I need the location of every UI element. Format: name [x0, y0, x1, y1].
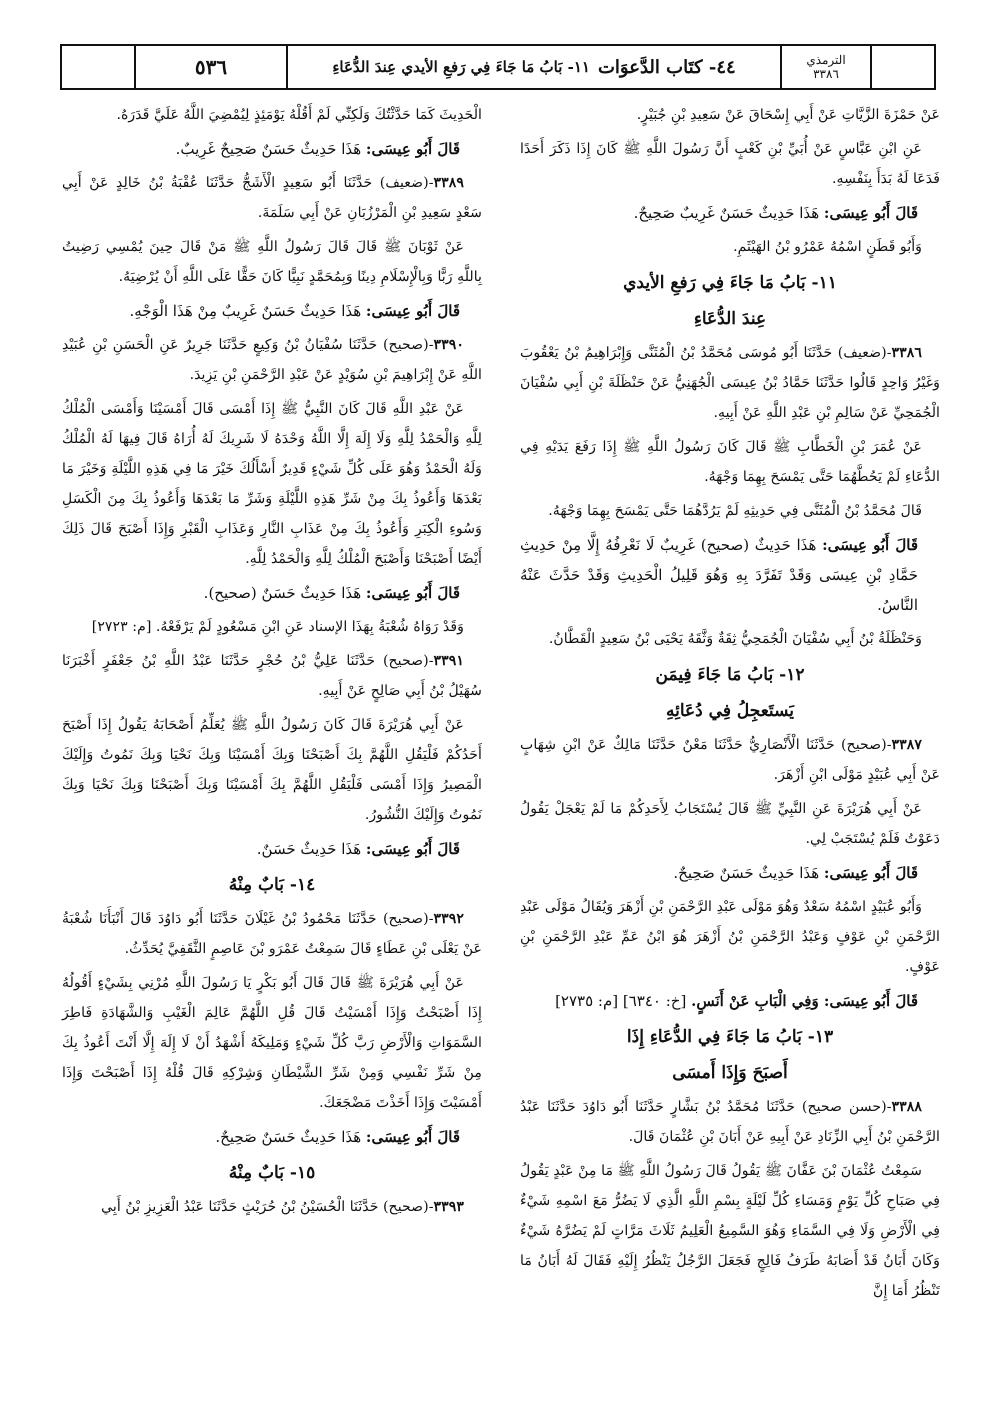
chapter-heading: ١٤- بَابٌ مِنْهُ: [228, 875, 316, 895]
chapter-heading: ١٥- بَابٌ مِنْهُ: [228, 1163, 316, 1183]
hadith-number: ٣٣٩٠: [433, 337, 464, 353]
text-paragraph: عَنْ أَبِي هُرَيْرَةَ عَنِ النَّبِيِّ ﷺ قَالَ يُسْتَجَابُ لِأَحَدِكُمْ مَا لَمْ يَعْجَلْ يَقُولُ دَعَوْتُ فَلَمْ يُسْتَجَبْ لِي.: [520, 801, 940, 847]
hadith-isnad: [520, 338, 940, 428]
hadith-number: ٣٣٩١: [433, 653, 464, 669]
hadith-isnad: [62, 904, 482, 964]
comment-text: هَذَا حَدِيثٌ حَسَنٌ صَحِيحٌ غَرِيبٌ.: [175, 140, 366, 158]
abu-isa-comment: [520, 530, 940, 620]
page-header: [60, 44, 936, 90]
comment-text: هَذَا حَدِيثٌ حَسَنٌ (صحيح).: [203, 584, 366, 602]
isnad-text: -(ضعيف) حَدَّثَنَا أَبُو مُوسَى مُحَمَّدُ بْنُ الْمُثَنَّى وَإِبْرَاهِيمُ بْنُ يَعْقُوبَ وَغَيْرُ وَاحِدٍ قَالُوا حَدَّثَنَا حَمَّادُ بْنُ عِيسَى الْجُهَنِيُّ عَنْ حَنْظَلَةَ بْنِ أَبِي سُفْيَانَ الْجُمَحِيِّ عَنْ سَالِمِ بْنِ عَبْدِ اللَّهِ عَنْ أَبِيهِ.: [520, 345, 940, 421]
text-paragraph: عَنْ أَبِي هُرَيْرَةَ ﷺ قَالَ قَالَ أَبُو بَكْرٍ يَا رَسُولَ اللَّهِ مُرْنِي بِشَيْءٍ أَقُولُهُ إِذَا أَصْبَحْتُ وَإِذَا أَمْسَيْتُ قَالَ قُلِ اللَّهُمَّ عَالِمَ الْغَيْبِ وَالشَّهَادَةِ فَاطِرَ السَّمَوَاتِ وَالْأَرْضِ رَبَّ كُلِّ شَيْءٍ وَمَلِيكَهُ أَشْهَدُ أَنْ لَا إِلَهَ إِلَّا أَنْتَ أَعُوذُ بِكَ مِنْ شَرِّ نَفْسِي وَمِنْ شَرِّ الشَّيْطَانِ وَشِرْكِهِ قَالَ قُلْهُ إِذَا أَصْبَحْتَ وَإِذَا أَمْسَيْتَ وَإِذَا أَخَذْتَ مَضْجَعَكَ.: [62, 975, 482, 1111]
isnad-text: -(صحيح) حَدَّثَنَا الْحُسَيْنُ بْنُ حُرَيْثٍ حَدَّثَنَا عَبْدُ الْعَزِيزِ بْنُ أَبِي: [101, 1199, 434, 1215]
header-empty-cell-left: [62, 46, 136, 88]
comment-label: قَالَ أَبُو عِيسَى:: [365, 302, 460, 320]
chapter-title: ١١- بَابُ مَا جَاءَ فِي رَفعِ الأيدي عِندَ الدُّعَاءِ: [332, 58, 590, 76]
comment-text: هَذَا حَدِيثٌ (صحيح) غَرِيبٌ لَا نَعْرِفُهُ إِلَّا مِنْ حَدِيثِ حَمَّادِ بْنِ عِيسَى وَقَدْ تَفَرَّدَ بِهِ وَهُوَ قَلِيلُ الْحَدِيثِ وَقَدْ حَدَّثَ عَنْهُ النَّاسُ.: [520, 536, 918, 614]
hadith-isnad: [520, 730, 940, 790]
hadith-isnad: [62, 330, 482, 390]
header-source: [782, 46, 872, 88]
chapter-heading: أَصبَحَ وَإِذَا أَمسَى: [672, 1063, 788, 1083]
hadith-number: ٣٣٩٣: [433, 1199, 464, 1215]
abu-isa-comment: [520, 198, 940, 228]
abu-isa-comment: [520, 986, 940, 1016]
abu-isa-comment: [62, 1122, 482, 1152]
text-paragraph: الْحَدِيثَ كَمَا حَدَّثْتُكَ وَلَكِنِّي لَمْ أَقُلْهُ يَوْمَئِذٍ لِيُمْضِيَ اللَّهُ عَلَيَّ قَدَرَهُ.: [116, 107, 482, 123]
isnad-text: -(حسن صحيح) حَدَّثَنَا مُحَمَّدُ بْنُ بَشَّارٍ حَدَّثَنَا أَبُو دَاوُدَ حَدَّثَنَا عَبْدُ الرَّحْمَنِ بْنُ أَبِي الزِّنَادِ عَنْ أَبِيهِ عَنْ أَبَانَ بْنِ عُثْمَانَ قَالَ.: [520, 1099, 940, 1145]
isnad-text: -(صحيح) حَدَّثَنَا عَلِيُّ بْنُ حُجْرٍ حَدَّثَنَا عَبْدُ اللَّهِ بْنُ جَعْفَرٍ أَخْبَرَنَا سُهَيْلُ بْنُ أَبِي صَالِحٍ عَنْ أَبِيهِ.: [62, 653, 482, 699]
hadith-number: ٣٣٨٩: [433, 175, 464, 191]
comment-text: هَذَا حَدِيثٌ حَسَنٌ.: [256, 840, 366, 858]
comment-text: هَذَا حَدِيثٌ حَسَنٌ صَحِيحٌ.: [215, 1128, 366, 1146]
header-empty-cell-right: [872, 46, 934, 88]
text-paragraph: وَحَنْظَلَةُ بْنُ أَبِي سُفْيَانَ الْجُمَحِيُّ ثِقَةٌ وَثَّقَهُ يَحْيَى بْنُ سَعِيدٍ الْقَطَّانُ.: [548, 631, 922, 647]
comment-label: قَالَ أَبُو عِيسَى:: [365, 840, 460, 858]
comment-text: هَذَا حَدِيثٌ حَسَنٌ غَرِيبٌ صَحِيحٌ.: [633, 204, 824, 222]
text-paragraph: عَنْ أَبِي هُرَيْرَةَ قَالَ كَانَ رَسُولُ اللَّهِ ﷺ يُعَلِّمُ أَصْحَابَهُ يَقُولُ إِذَا أَصْبَحَ أَحَدُكُمْ فَلْيَقُلِ اللَّهُمَّ بِكَ أَصْبَحْنَا وَبِكَ أَمْسَيْنَا وَبِكَ نَحْيَا وَبِكَ نَمُوتُ وَإِلَيْكَ الْمَصِيرُ وَإِذَا أَمْسَى فَلْيَقُلِ اللَّهُمَّ بِكَ أَمْسَيْنَا وَبِكَ أَصْبَحْنَا وَبِكَ نَحْيَا وَبِكَ نَمُوتُ وَإِلَيْكَ النُّشُورُ.: [62, 717, 482, 823]
source-number: ٣٣٨٦: [813, 67, 839, 81]
text-paragraph: عَنِ ابْنِ عَبَّاسٍ عَنْ أُبَيِّ بْنِ كَعْبٍ أَنَّ رَسُولَ اللَّهِ ﷺ كَانَ إِذَا ذَكَرَ أَحَدًا فَدَعَا لَهُ بَدَأَ بِنَفْسِهِ.: [520, 141, 940, 187]
comment-text: هَذَا حَدِيثٌ حَسَنٌ غَرِيبٌ مِنْ هَذَا الْوَجْهِ.: [129, 302, 366, 320]
text-paragraph: عَنْ حَمْزَةَ الزَّيَّاتِ عَنْ أَبِي إِسْحَاقَ عَنْ سَعِيدِ بْنِ جُبَيْرٍ.: [636, 107, 940, 123]
hadith-number: ٣٣٨٧: [891, 737, 922, 753]
hadith-isnad: [62, 1192, 482, 1222]
text-paragraph: عَنْ عَبْدِ اللَّهِ قَالَ كَانَ النَّبِيُّ ﷺ إِذَا أَمْسَى قَالَ أَمْسَيْنَا وَأَمْسَى الْمُلْكُ لِلَّهِ وَالْحَمْدُ لِلَّهِ وَلَا إِلَهَ إِلَّا اللَّهُ وَحْدَهُ لَا شَرِيكَ لَهُ أُرَاهُ قَالَ فِيهَا لَهُ الْمُلْكُ وَلَهُ الْحَمْدُ وَهُوَ عَلَى كُلِّ شَيْءٍ قَدِيرٌ أَسْأَلُكَ خَيْرَ مَا فِي هَذِهِ اللَّيْلَةِ وَخَيْرَ مَا بَعْدَهَا وَأَعُوذُ بِكَ مِنْ شَرِّ هَذِهِ اللَّيْلَةِ وَشَرِّ مَا بَعْدَهَا وَأَعُوذُ بِكَ مِنَ الْكَسَلِ وَسُوءِ الْكِبَرِ وَأَعُوذُ بِكَ مِنْ عَذَابِ النَّارِ وَعَذَابِ الْقَبْرِ وَإِذَا أَصْبَحَ قَالَ ذَلِكَ أَيْضًا أَصْبَحْنَا وَأَصْبَحَ الْمُلْكُ لِلَّهِ وَالْحَمْدُ لِلَّهِ.: [62, 401, 482, 567]
hadith-number: ٣٣٩٢: [433, 911, 464, 927]
chapter-heading: عِندَ الدُّعَاءِ: [693, 309, 767, 329]
chapter-heading: يَستَعجِلُ فِي دُعَائِهِ: [666, 701, 794, 721]
abu-isa-comment: [520, 858, 940, 888]
isnad-text: -(صحيح) حَدَّثَنَا مَحْمُودُ بْنُ غَيْلَانَ حَدَّثَنَا أَبُو دَاوُدَ قَالَ أَنْبَأَنَا شُعْبَةُ عَنْ يَعْلَى بْنِ عَطَاءٍ قَالَ سَمِعْتُ عَمْرَو بْنَ عَاصِمٍ الثَّقَفِيَّ يُحَدِّثُ.: [62, 911, 482, 957]
comment-label: قَالَ أَبُو عِيسَى:: [365, 584, 460, 602]
comment-label: قَالَ أَبُو عِيسَى:: [365, 140, 460, 158]
isnad-text: -(صحيح) حَدَّثَنَا الْأَنْصَارِيُّ حَدَّثَنَا مَعْنٌ حَدَّثَنَا مَالِكٌ عَنْ ابْنِ شِهَابٍ عَنْ أَبِي عُبَيْدٍ مَوْلَى ابْنِ أَزْهَرَ.: [520, 737, 940, 783]
comment-label: قَالَ أَبُو عِيسَى:: [365, 1128, 460, 1146]
comment-label: قَالَ أَبُو عِيسَى:: [823, 864, 918, 882]
abu-isa-comment: [62, 296, 482, 326]
hadith-number: ٣٣٨٦: [891, 345, 922, 361]
abu-isa-comment: [62, 134, 482, 164]
hadith-isnad: [62, 168, 482, 228]
text-paragraph: وَأَبُو عُبَيْدٍ اسْمُهُ سَعْدٌ وَهُوَ مَوْلَى عَبْدِ الرَّحْمَنِ بْنِ أَزْهَرَ وَيُقَالُ مَوْلَى عَبْدِ الرَّحْمَنِ بْنِ عَوْفٍ وَعَبْدُ الرَّحْمَنِ بْنُ أَزْهَرَ هُوَ ابْنُ عَمِّ عَبْدِ الرَّحْمَنِ بْنِ عَوْفٍ.: [520, 899, 940, 975]
comment-label: قَالَ أَبُو عِيسَى:: [822, 536, 918, 554]
hadith-isnad: [62, 646, 482, 706]
abu-isa-comment: [62, 834, 482, 864]
source-name: الترمذي: [806, 53, 846, 67]
isnad-text: -(صحيح) حَدَّثَنَا سُفْيَانُ بْنُ وَكِيعٍ حَدَّثَنَا جَرِيرٌ عَنِ الْحَسَنِ بْنِ عُبَيْدِ اللَّهِ عَنْ إِبْرَاهِيمَ بْنِ سُوَيْدٍ عَنْ عَبْدِ الرَّحْمَنِ بْنِ يَزِيدَ.: [62, 337, 482, 383]
comment-label: قَالَ أَبُو عِيسَى: وَفِي الْبَابِ عَنْ أَنَسٍ.: [691, 992, 918, 1010]
left-column: [62, 100, 482, 1390]
book-title: ٤٤- كتَاب الدَّعوَات: [597, 56, 736, 78]
isnad-text: -(ضعيف) حَدَّثَنَا أَبُو سَعِيدٍ الْأَشَجُّ حَدَّثَنَا عُقْبَةُ بْنُ خَالِدٍ عَنْ أَبِي سَعْدٍ سَعِيدِ بْنِ الْمَرْزُبَانِ عَنْ أَبِي سَلَمَةَ.: [62, 175, 482, 221]
text-paragraph: وَقَدْ رَوَاهُ شُعْبَةُ بِهَذَا الإسناد عَنِ ابْنِ مَسْعُودٍ لَمْ يَرْفَعْهُ. [م: ٢٧٢٣]: [91, 619, 464, 635]
abu-isa-comment: [62, 578, 482, 608]
header-title: [288, 46, 782, 88]
comment-text: [خ: ٦٣٤٠] [م: ٢٧٣٥]: [555, 992, 692, 1010]
chapter-heading: ١٣- بَابُ مَا جَاءَ فِي الدُّعَاءِ إِذَا: [626, 1027, 834, 1047]
hadith-number: ٣٣٨٨: [891, 1099, 922, 1115]
text-paragraph: قَالَ مُحَمَّدُ بْنُ الْمُثَنَّى فِي حَدِيثِهِ لَمْ يَرُدَّهُمَا حَتَّى يَمْسَحَ بِهِمَا وَجْهَهُ.: [548, 503, 922, 519]
text-paragraph: عَنْ عُمَرَ بْنِ الْخَطَّابِ ﷺ قَالَ كَانَ رَسُولُ اللَّهِ ﷺ إِذَا رَفَعَ يَدَيْهِ فِي الدُّعَاءِ لَمْ يَحُطَّهُمَا حَتَّى يَمْسَحَ بِهِمَا وَجْهَهُ.: [520, 439, 940, 485]
comment-label: قَالَ أَبُو عِيسَى:: [823, 204, 918, 222]
text-paragraph: عَنْ ثَوْبَانَ ﷺ قَالَ قَالَ رَسُولُ اللَّهِ ﷺ مَنْ قَالَ حِينَ يُمْسِي رَضِيتُ بِاللَّهِ رَبًّا وَبِالْإِسْلَامِ دِينًا وَبِمُحَمَّدٍ نَبِيًّا كَانَ حَقًّا عَلَى اللَّهِ أَنْ يُرْضِيَهُ.: [62, 239, 482, 285]
hadith-isnad: [520, 1092, 940, 1152]
text-paragraph: سَمِعْتُ عُثْمَانَ بْنَ عَفَّانَ ﷺ يَقُولُ قَالَ رَسُولُ اللَّهِ ﷺ مَا مِنْ عَبْدٍ يَقُولُ فِي صَبَاحِ كُلِّ يَوْمٍ وَمَسَاءِ كُلِّ لَيْلَةٍ بِسْمِ اللَّهِ الَّذِي لَا يَضُرُّ مَعَ اسْمِهِ شَيْءٌ فِي الْأَرْضِ وَلَا فِي السَّمَاءِ وَهُوَ السَّمِيعُ الْعَلِيمُ ثَلَاثَ مَرَّاتٍ لَمْ يَضُرَّهُ شَيْءٌ وَكَانَ أَبَانُ قَدْ أَصَابَهُ طَرَفُ فَالِجٍ فَجَعَلَ الرَّجُلُ يَنْظُرُ إِلَيْهِ فَقَالَ لَهُ أَبَانُ مَا تَنْظُرُ أَمَا إِنَّ: [520, 1163, 940, 1299]
chapter-heading: ١٢- بَابُ مَا جَاءَ فِيمَن: [655, 665, 805, 685]
text-paragraph: وَأَبُو قَطَنٍ اسْمُهُ عَمْرُو بْنُ الهَيْثَمِ.: [733, 239, 922, 255]
right-column: [520, 100, 940, 1390]
chapter-heading: ١١- بَابُ مَا جَاءَ فِي رَفعِ الأيدي: [623, 273, 837, 293]
page-number: ٥٣٦: [136, 46, 288, 88]
comment-text: هَذَا حَدِيثٌ حَسَنٌ صَحِيحٌ.: [673, 864, 824, 882]
